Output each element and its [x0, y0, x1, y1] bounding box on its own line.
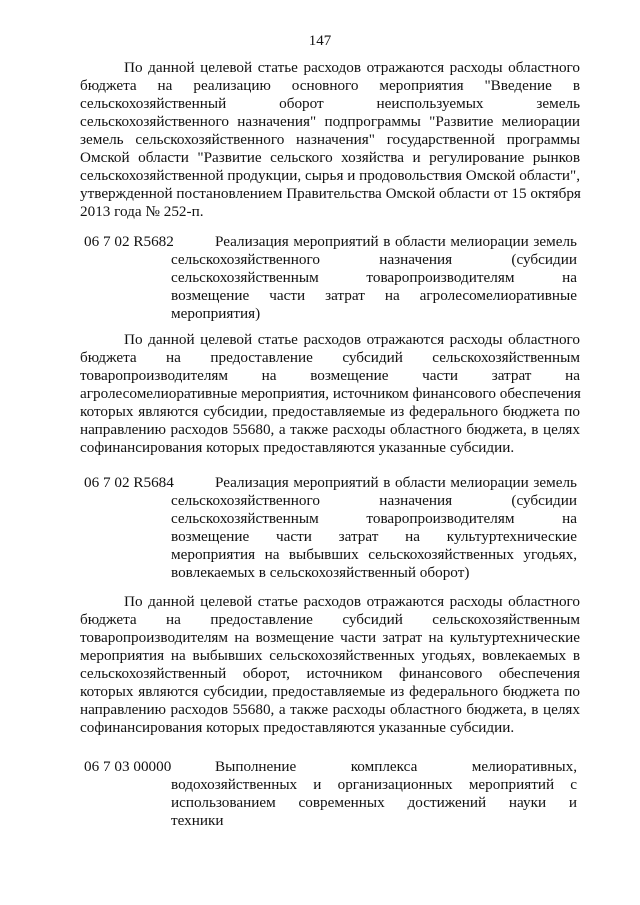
entry-line: Реализация мероприятий в области мелиорации земель [215, 474, 577, 491]
paragraph-line: бюджета на предоставление субсидий сельскохозяйственным [80, 611, 580, 628]
paragraph-line: товаропроизводителям на возмещение части затрат на [80, 367, 580, 384]
entry-line: сельскохозяйственного назначения (субсидии [171, 492, 577, 509]
paragraph-1 [80, 59, 580, 221]
paragraph-line: сельскохозяйственной продукции, сырья и продовольствия Омской области", [80, 167, 580, 184]
budget-entry-description [171, 474, 577, 582]
entry-line: использованием современных достижений науки и [171, 794, 577, 811]
paragraph-line: софинансирования которых предоставляются указанные субсидии. [80, 719, 515, 736]
paragraph-line: которых являются субсидии, предоставляемые из федерального бюджета по [80, 403, 580, 420]
entry-line: возмещение части затрат на культуртехнические [171, 528, 577, 545]
budget-entry-description [171, 758, 577, 830]
paragraph-line: софинансирования которых предоставляются указанные субсидии. [80, 439, 515, 456]
paragraph-line: По данной целевой статье расходов отражаются расходы областного [124, 59, 580, 76]
paragraph-line: направлению расходов 55680, а также расходы областного бюджета, в целях [80, 701, 580, 718]
entry-line: вовлекаемых в сельскохозяйственный оборот) [171, 564, 470, 581]
paragraph-line: которых являются субсидии, предоставляемые из федерального бюджета по [80, 683, 580, 700]
budget-code: 06 7 02 R5682 [84, 233, 174, 250]
paragraph-line: По данной целевой статье расходов отражаются расходы областного [124, 331, 580, 348]
paragraph-line: По данной целевой статье расходов отражаются расходы областного [124, 593, 580, 610]
page-number: 147 [308, 33, 332, 49]
entry-line: Выполнение комплекса мелиоративных, [215, 758, 577, 775]
budget-code: 06 7 03 00000 [84, 758, 172, 775]
entry-line: сельскохозяйственного назначения (субсидии [171, 251, 577, 268]
paragraph-line: земель сельскохозяйственного назначения" государственной программы [80, 131, 580, 148]
entry-line: сельскохозяйственным товаропроизводителям на [171, 510, 577, 527]
entry-line: мероприятия на выбывших сельскохозяйственных угодьях, [171, 546, 577, 563]
paragraph-line: агролесомелиоративные мероприятия, источником финансового обеспечения [80, 385, 581, 402]
paragraph-line: сельскохозяйственный оборот неиспользуемых земель [80, 95, 580, 112]
paragraph-3 [80, 593, 580, 737]
paragraph-line: 2013 года № 252-п. [80, 203, 204, 220]
entry-line: мероприятия) [171, 305, 261, 322]
budget-entry-description [171, 233, 577, 323]
entry-line: техники [171, 812, 224, 829]
budget-code: 06 7 02 R5684 [84, 474, 174, 491]
paragraph-line: сельскохозяйственный оборот, источником финансового обеспечения [80, 665, 580, 682]
paragraph-line: бюджета на предоставление субсидий сельскохозяйственным [80, 349, 580, 366]
paragraph-2 [80, 331, 580, 457]
entry-line: Реализация мероприятий в области мелиорации земель [215, 233, 577, 250]
paragraph-line: товаропроизводителям на возмещение части затрат на культуртехнические [80, 629, 580, 646]
paragraph-line: мероприятия на выбывших сельскохозяйственных угодьях, вовлекаемых в [80, 647, 580, 664]
paragraph-line: утвержденной постановлением Правительства Омской области от 15 октября [80, 185, 581, 202]
paragraph-line: Омской области "Развитие сельского хозяйства и регулирование рынков [80, 149, 580, 166]
entry-line: водохозяйственных и организационных мероприятий с [171, 776, 577, 793]
paragraph-line: сельскохозяйственного назначения" подпрограммы "Развитие мелиорации [80, 113, 580, 130]
paragraph-line: бюджета на реализацию основного мероприятия "Введение в [80, 77, 580, 94]
entry-line: возмещение части затрат на агролесомелиоративные [171, 287, 577, 304]
entry-line: сельскохозяйственным товаропроизводителям на [171, 269, 577, 286]
paragraph-line: направлению расходов 55680, а также расходы областного бюджета, в целях [80, 421, 580, 438]
